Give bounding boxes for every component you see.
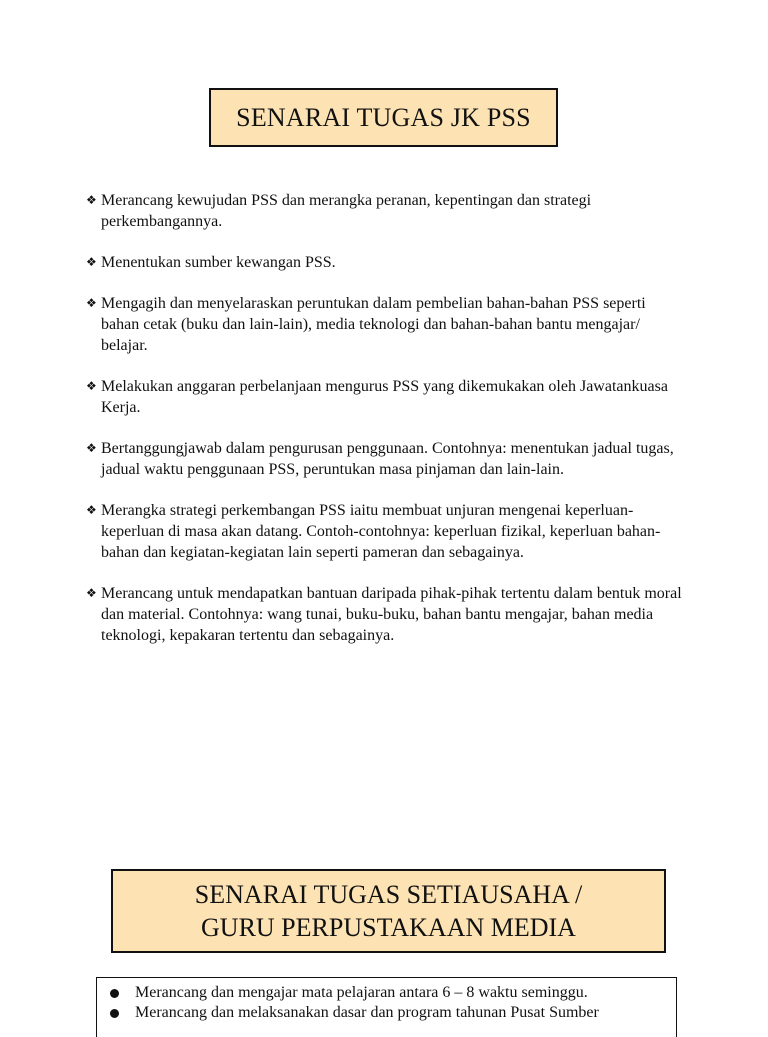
section-title-jk-pss (209, 88, 558, 147)
list-item (86, 252, 686, 273)
list-item (86, 438, 686, 480)
list-item (86, 190, 686, 232)
diamond-bullet-icon: ❖ (86, 379, 97, 393)
list-item (86, 500, 686, 563)
list-item-text: Merancang untuk mendapatkan bantuan daripada pihak-pihak tertentu dalam bentuk moral dan material. Contohnya: wang tunai, buku-buku, bahan bantu mengajar, bahan media teknologi, kepakaran tertentu dan sebagainya. (101, 585, 682, 644)
list-item-text: Melakukan anggaran perbelanjaan mengurus PSS yang dikemukakan oleh Jawatankuasa Kerja. (101, 378, 668, 416)
filled-circle-bullet-icon (110, 989, 119, 998)
diamond-bullet-icon: ❖ (86, 193, 97, 207)
list-item-text: Mengagih dan menyelaraskan peruntukan dalam pembelian bahan-bahan PSS seperti bahan cetak (buku dan lain-lain), media teknologi dan bahan-bahan bantu mengajar/ belajar. (101, 295, 646, 354)
diamond-bullet-icon: ❖ (86, 296, 97, 310)
list-item (86, 293, 686, 356)
list-item (86, 376, 686, 418)
list-item-text: Merancang kewujudan PSS dan merangka peranan, kepentingan dan strategi perkembangannya. (101, 192, 592, 230)
list-item-text: Merangka strategi perkembangan PSS iaitu membuat unjuran mengenai keperluan-keperluan di masa akan datang. Contoh-contohnya: keperluan fizikal, keperluan bahan-bahan dan kegiatan-kegiatan lain seperti pameran dan sebagainya. (101, 502, 661, 561)
diamond-bullet-icon: ❖ (86, 441, 97, 455)
section-title-setiausaha (111, 869, 666, 953)
diamond-bullet-icon: ❖ (86, 255, 97, 269)
list-item (107, 1003, 676, 1023)
section-title-jk-pss-text: SENARAI TUGAS JK PSS (236, 102, 531, 132)
filled-circle-bullet-icon (110, 1009, 119, 1018)
section-title-setiausaha-line2: GURU PERPUSTAKAAN MEDIA (201, 913, 576, 942)
list-item-text: Merancang dan melaksanakan dasar dan program tahunan Pusat Sumber (135, 1004, 599, 1021)
jk-pss-duty-list (86, 190, 686, 666)
list-item-text: Bertanggungjawab dalam pengurusan penggunaan. Contohnya: menentukan jadual tugas, jadual waktu penggunaan PSS, peruntukan masa pinjaman dan lain-lain. (101, 440, 674, 478)
diamond-bullet-icon: ❖ (86, 586, 97, 600)
list-item (107, 983, 676, 1003)
section-title-setiausaha-line1: SENARAI TUGAS SETIAUSAHA / (194, 880, 583, 909)
diamond-bullet-icon: ❖ (86, 503, 97, 517)
list-item (86, 583, 686, 646)
list-item-text: Menentukan sumber kewangan PSS. (101, 254, 336, 271)
setiausaha-duty-list (97, 978, 676, 1023)
list-item-text: Merancang dan mengajar mata pelajaran antara 6 – 8 waktu seminggu. (135, 984, 588, 1001)
setiausaha-duty-box (96, 977, 677, 1037)
